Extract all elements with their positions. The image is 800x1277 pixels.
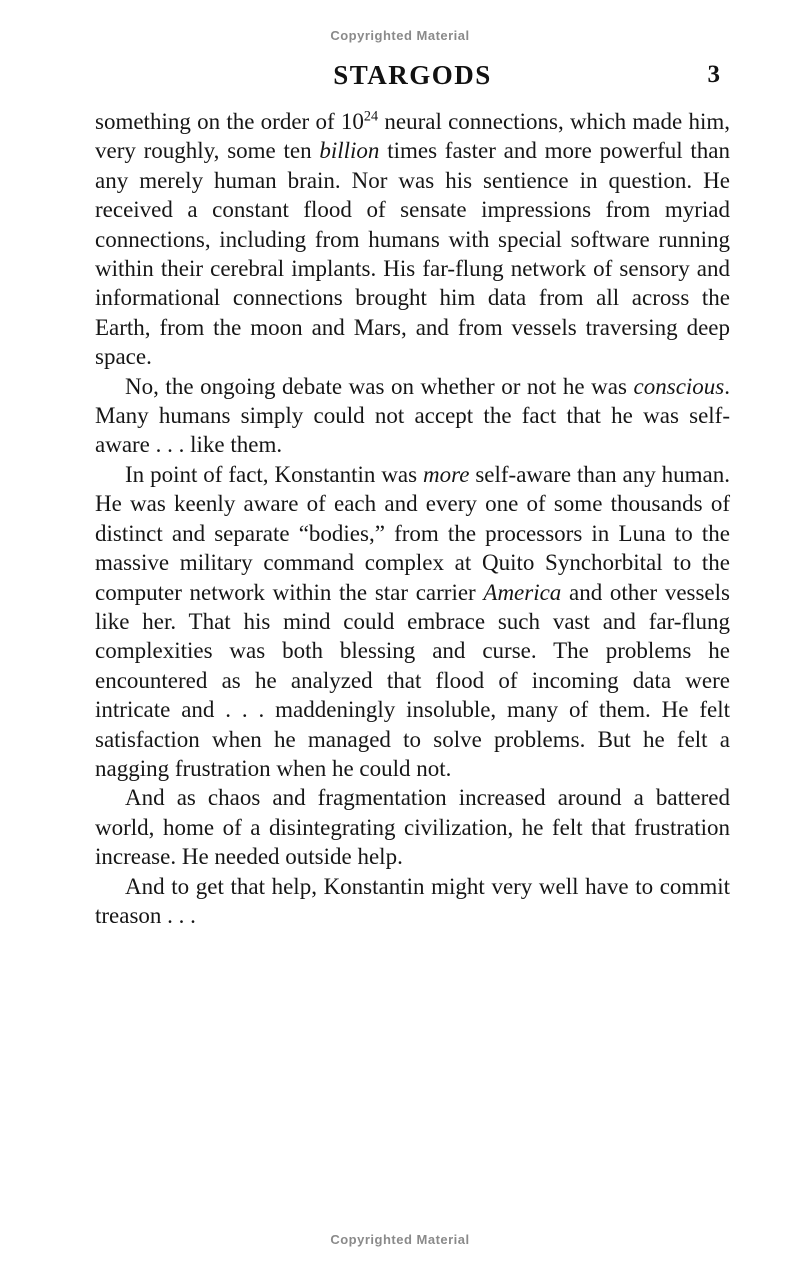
body-text: times faster and more powerful than any merely human brain. Nor was his sentience in question. He received a constant flood of sensate impressions from myriad connections, including from humans with special software running within their cerebral implants. His far-flung network of sensory and informational connections brought him data from all across the Earth, from the moon and Mars, and from vessels traversing deep space. [95, 138, 731, 370]
superscript-text: 24 [363, 108, 379, 125]
body-text: something on the order of 10 [95, 109, 364, 134]
body-text: . Many humans simply could not accept the fact that he was self-aware . . . like them. [95, 373, 730, 458]
paragraph [95, 460, 730, 783]
paragraph [95, 107, 730, 372]
page-number: 3 [707, 61, 720, 88]
body-text: In point of fact, Konstantin was [125, 461, 423, 487]
italic-text: America [483, 579, 562, 605]
paragraph [95, 872, 730, 931]
copyright-watermark-top: Copyrighted Material [330, 28, 470, 43]
body-text: And as chaos and fragmentation increased around a battered world, home of a disintegrating civilization, he felt that frustration increase. He needed outside help. [95, 785, 730, 870]
body-text: And to get that help, Konstantin might very well have to commit treason . . . [95, 873, 730, 928]
body-text: self-aware than any human. He was keenly aware of each and every one of some thousands of distinct and separate “bodies,” from the processors in Luna to the massive military command complex at Quito Synchorbital to the computer network within the star carrier [95, 461, 730, 605]
body-text: neural connections, which made him, very roughly, some ten [95, 109, 730, 164]
paragraph [95, 372, 730, 460]
copyright-watermark-bottom: Copyrighted Material [330, 1232, 470, 1247]
paragraph [95, 783, 730, 871]
running-title: STARGODS [333, 60, 492, 90]
body-text: and other vessels like her. That his mind could embrace such vast and far-flung complexities was both blessing and curse. The problems he encountered as he analyzed that flood of incoming data were intricate and . . . maddeningly insoluble, many of them. He felt satisfaction when he managed to solve problems. But he felt a nagging frustration when he could not. [95, 579, 730, 781]
italic-text: more [423, 461, 470, 487]
page-header [95, 60, 730, 94]
italic-text: conscious [633, 373, 725, 399]
body-text: No, the ongoing debate was on whether or not he was [125, 373, 634, 399]
page-body [95, 107, 730, 930]
italic-text: billion [319, 138, 380, 164]
